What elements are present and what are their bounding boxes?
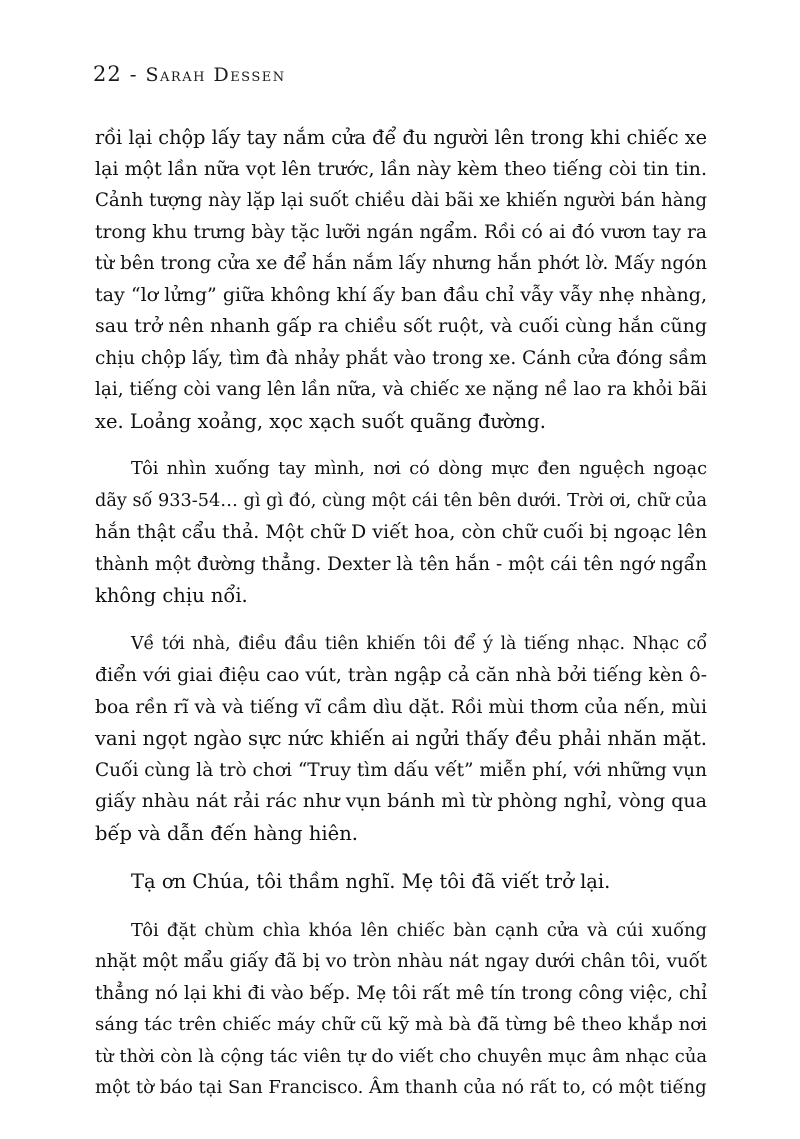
text-line: thẳng nó lại khi đi vào bếp. Mẹ tôi rất mê tín trong công việc, chỉ (95, 982, 707, 1004)
running-header (93, 62, 286, 86)
text-line: điển với giai điệu cao vút, tràn ngập cả căn nhà bởi tiếng kèn ô- (95, 664, 707, 686)
paragraph (95, 454, 707, 612)
text-line: Về tới nhà, điều đầu tiên khiến tôi để ý là tiếng nhạc. Nhạc cổ (131, 633, 707, 654)
header-separator: - (129, 62, 138, 86)
text-line: không chịu nổi. (95, 584, 248, 607)
text-line: lại một lần nữa vọt lên trước, lần này kèm theo tiếng còi tin tin. (95, 157, 707, 180)
text-line: sáng tác trên chiếc máy chữ cũ kỹ mà bà đã từng bê theo khắp nơi (95, 1014, 707, 1035)
text-line: boa rền rĩ và và tiếng vĩ cầm dìu dặt. Rồi mùi thơm của nến, mùi (95, 696, 707, 718)
text-line: từ thời còn là cộng tác viên tự do viết cho chuyên mục âm nhạc của (95, 1045, 707, 1067)
paragraph-gap (95, 612, 707, 629)
text-line: Cảnh tượng này lặp lại suốt chiều dài bãi xe khiến người bán hàng (95, 190, 707, 211)
text-line: Tôi đặt chùm chìa khóa lên chiếc bàn cạnh cửa và cúi xuống (131, 919, 707, 941)
text-line: vani ngọt ngào sực nức khiến ai ngửi thấy đều phải nhăn mặt. (95, 727, 707, 750)
paragraph-gap (95, 849, 707, 866)
paragraph-gap (95, 437, 707, 454)
text-line: giấy nhàu nát rải rác như vụn bánh mì từ phòng nghỉ, vòng qua (95, 790, 707, 812)
text-line: nhặt một mẩu giấy đã bị vo tròn nhàu nát ngay dưới chân tôi, vuốt (95, 951, 708, 972)
text-line: lại, tiếng còi vang lên lần nữa, và chiếc xe nặng nề lao ra khỏi bãi (95, 379, 707, 400)
text-line: hắn thật cẩu thả. Một chữ D viết hoa, còn chữ cuối bị ngoạc lên (95, 521, 707, 543)
text-line: dãy số 933-54… gì gì đó, cùng một cái tên bên dưới. Trời ơi, chữ của (95, 490, 708, 511)
paragraph (95, 915, 707, 1104)
text-line: xe. Loảng xoảng, xọc xạch suốt quãng đường. (95, 409, 546, 433)
text-line: Cuối cùng là trò chơi “Truy tìm dấu vết” miễn phí, với những vụn (95, 759, 707, 781)
body-text (95, 122, 707, 1104)
text-line: từ bên trong cửa xe để hắn nắm lấy nhưng hắn phớt lờ. Mấy ngón (95, 253, 707, 274)
text-line: thành một đường thẳng. Dexter là tên hắn - một cái tên ngớ ngẩn (95, 553, 707, 575)
text-line: chịu chộp lấy, tìm đà nhảy phắt vào trong xe. Cánh cửa đóng sầm (95, 347, 707, 369)
paragraph-gap (95, 898, 707, 915)
text-line: một tờ báo tại San Francisco. Âm thanh của nó rất to, có một tiếng (95, 1077, 707, 1098)
author-name: Sarah Dessen (145, 64, 286, 86)
text-line: tay “lơ lửng” giữa không khí ấy ban đầu chỉ vẫy vẫy nhẹ nhàng, (95, 283, 707, 306)
text-line: sau trở nên nhanh gấp ra chiều sốt ruột, và cuối cùng hắn cũng (95, 315, 707, 337)
text-line: trong khu trưng bày tặc lưỡi ngán ngẩm. Rồi có ai đó vươn tay ra (95, 221, 707, 243)
paragraph (95, 629, 707, 850)
text-line: rồi lại chộp lấy tay nắm cửa để đu người lên trong khi chiếc xe (95, 126, 707, 149)
text-line: bếp và dẫn đến hàng hiên. (95, 821, 358, 845)
text-line: Tôi nhìn xuống tay mình, nơi có dòng mực đen nguệch ngoạc (131, 459, 707, 479)
paragraph (95, 122, 707, 437)
paragraph (95, 866, 707, 898)
text-line: Tạ ơn Chúa, tôi thầm nghĩ. Mẹ tôi đã viết trở lại. (131, 870, 611, 893)
page-number: 22 (93, 62, 122, 86)
